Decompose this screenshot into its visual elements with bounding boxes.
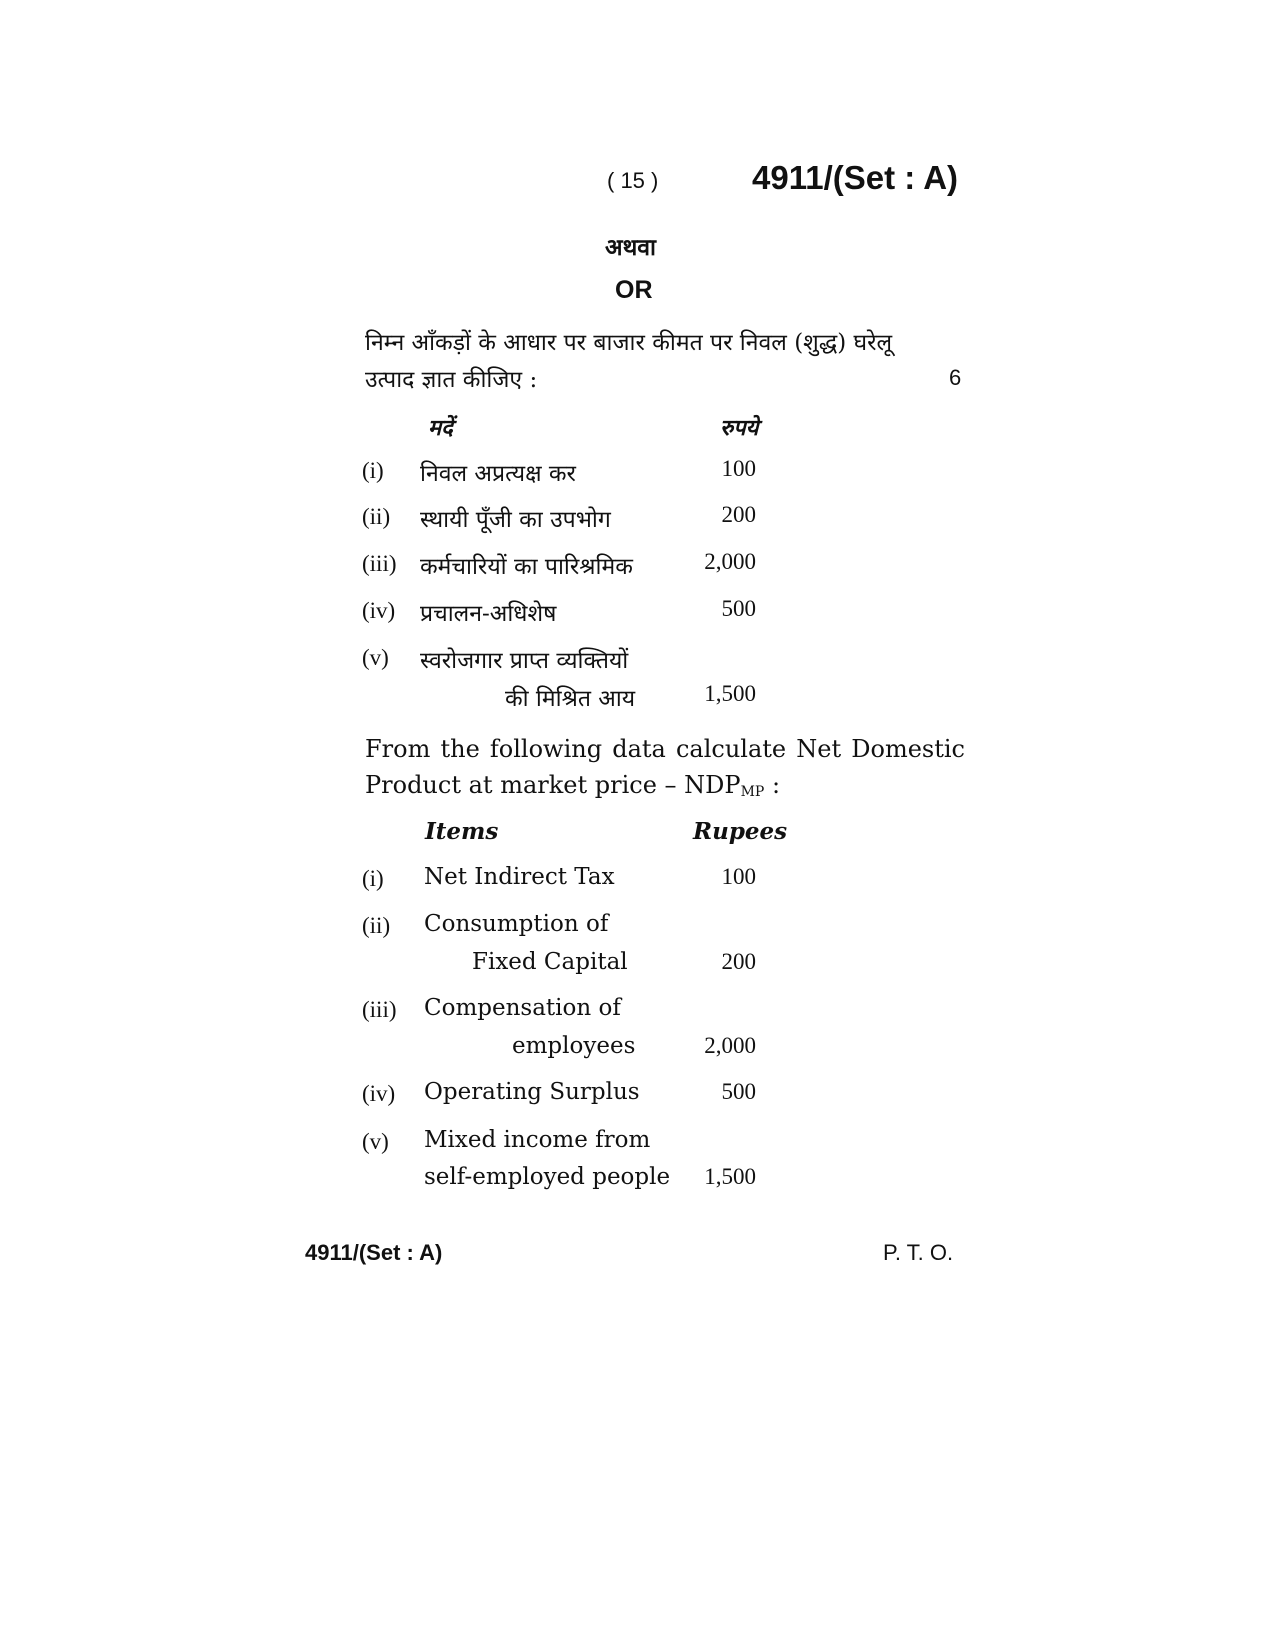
- hindi-question-line2: उत्पाद ज्ञात कीजिए :: [365, 367, 538, 393]
- page-number: ( 15 ): [607, 168, 659, 193]
- hindi-row-num: (iv): [362, 598, 396, 623]
- english-row-num: (iv): [362, 1081, 396, 1106]
- hindi-row-item-continued: की मिश्रित आय: [505, 686, 636, 712]
- english-row-num: (iii): [362, 997, 397, 1022]
- english-question-line1: From the following data calculate Net Domestic: [365, 735, 965, 763]
- english-row-item-continued: Fixed Capital: [472, 949, 628, 975]
- english-row-amount: 200: [721, 949, 756, 974]
- hindi-row-item: कर्मचारियों का पारिश्रमिक: [420, 554, 633, 580]
- english-row-item-continued: employees: [512, 1033, 636, 1059]
- english-row-amount: 2,000: [704, 1033, 756, 1058]
- english-row-item: Net Indirect Tax: [424, 864, 615, 890]
- please-turn-over: P. T. O.: [883, 1240, 954, 1265]
- english-row-item: Compensation of: [424, 995, 621, 1021]
- hindi-row-item: स्थायी पूँजी का उपभोग: [420, 507, 611, 533]
- hindi-row-amount: 200: [721, 502, 756, 527]
- hindi-row-item: प्रचालन-अधिशेष: [420, 601, 557, 627]
- english-question-subscript: MP: [740, 784, 765, 800]
- english-row-num: (ii): [362, 913, 391, 938]
- paper-code-header: 4911/(Set : A): [752, 159, 959, 196]
- english-row-num: (i): [362, 866, 384, 891]
- hindi-row-item: स्वरोजगार प्राप्त व्यक्तियों: [420, 648, 629, 674]
- english-col-rupees-heading: Rupees: [693, 818, 788, 845]
- hindi-row-amount: 2,000: [704, 549, 756, 574]
- english-question-text: Product at market price – NDP: [365, 771, 741, 799]
- hindi-row-amount: 1,500: [704, 681, 756, 706]
- paper-code-footer: 4911/(Set : A): [305, 1240, 443, 1265]
- english-row-item-continued: self-employed people: [424, 1164, 671, 1190]
- hindi-row-amount: 100: [721, 456, 756, 481]
- hindi-col-items-heading: मदें: [428, 415, 453, 441]
- english-row-item: Operating Surplus: [424, 1079, 640, 1105]
- hindi-row-num: (v): [362, 645, 389, 670]
- hindi-row-num: (iii): [362, 551, 397, 576]
- english-row-item: Consumption of: [424, 911, 609, 937]
- hindi-row-amount: 500: [721, 596, 756, 621]
- english-row-amount: 1,500: [704, 1164, 756, 1189]
- hindi-row-item: निवल अप्रत्यक्ष कर: [420, 461, 576, 487]
- english-row-num: (v): [362, 1129, 389, 1154]
- english-col-items-heading: Items: [425, 818, 499, 845]
- question-marks: 6: [949, 365, 962, 390]
- english-row-item: Mixed income from: [424, 1127, 651, 1153]
- hindi-col-rupees-heading: रुपये: [720, 415, 759, 441]
- hindi-row-num: (ii): [362, 504, 391, 529]
- english-row-amount: 100: [721, 864, 756, 889]
- hindi-question-line1: निम्न आँकड़ों के आधार पर बाजार कीमत पर निवल (शुद्ध) घरेलू: [365, 330, 893, 356]
- english-row-amount: 500: [721, 1079, 756, 1104]
- english-question-line2: [365, 771, 780, 800]
- separator-hindi: अथवा: [605, 234, 657, 260]
- separator-english: OR: [615, 276, 653, 304]
- english-question-colon: :: [764, 771, 781, 799]
- hindi-row-num: (i): [362, 458, 384, 483]
